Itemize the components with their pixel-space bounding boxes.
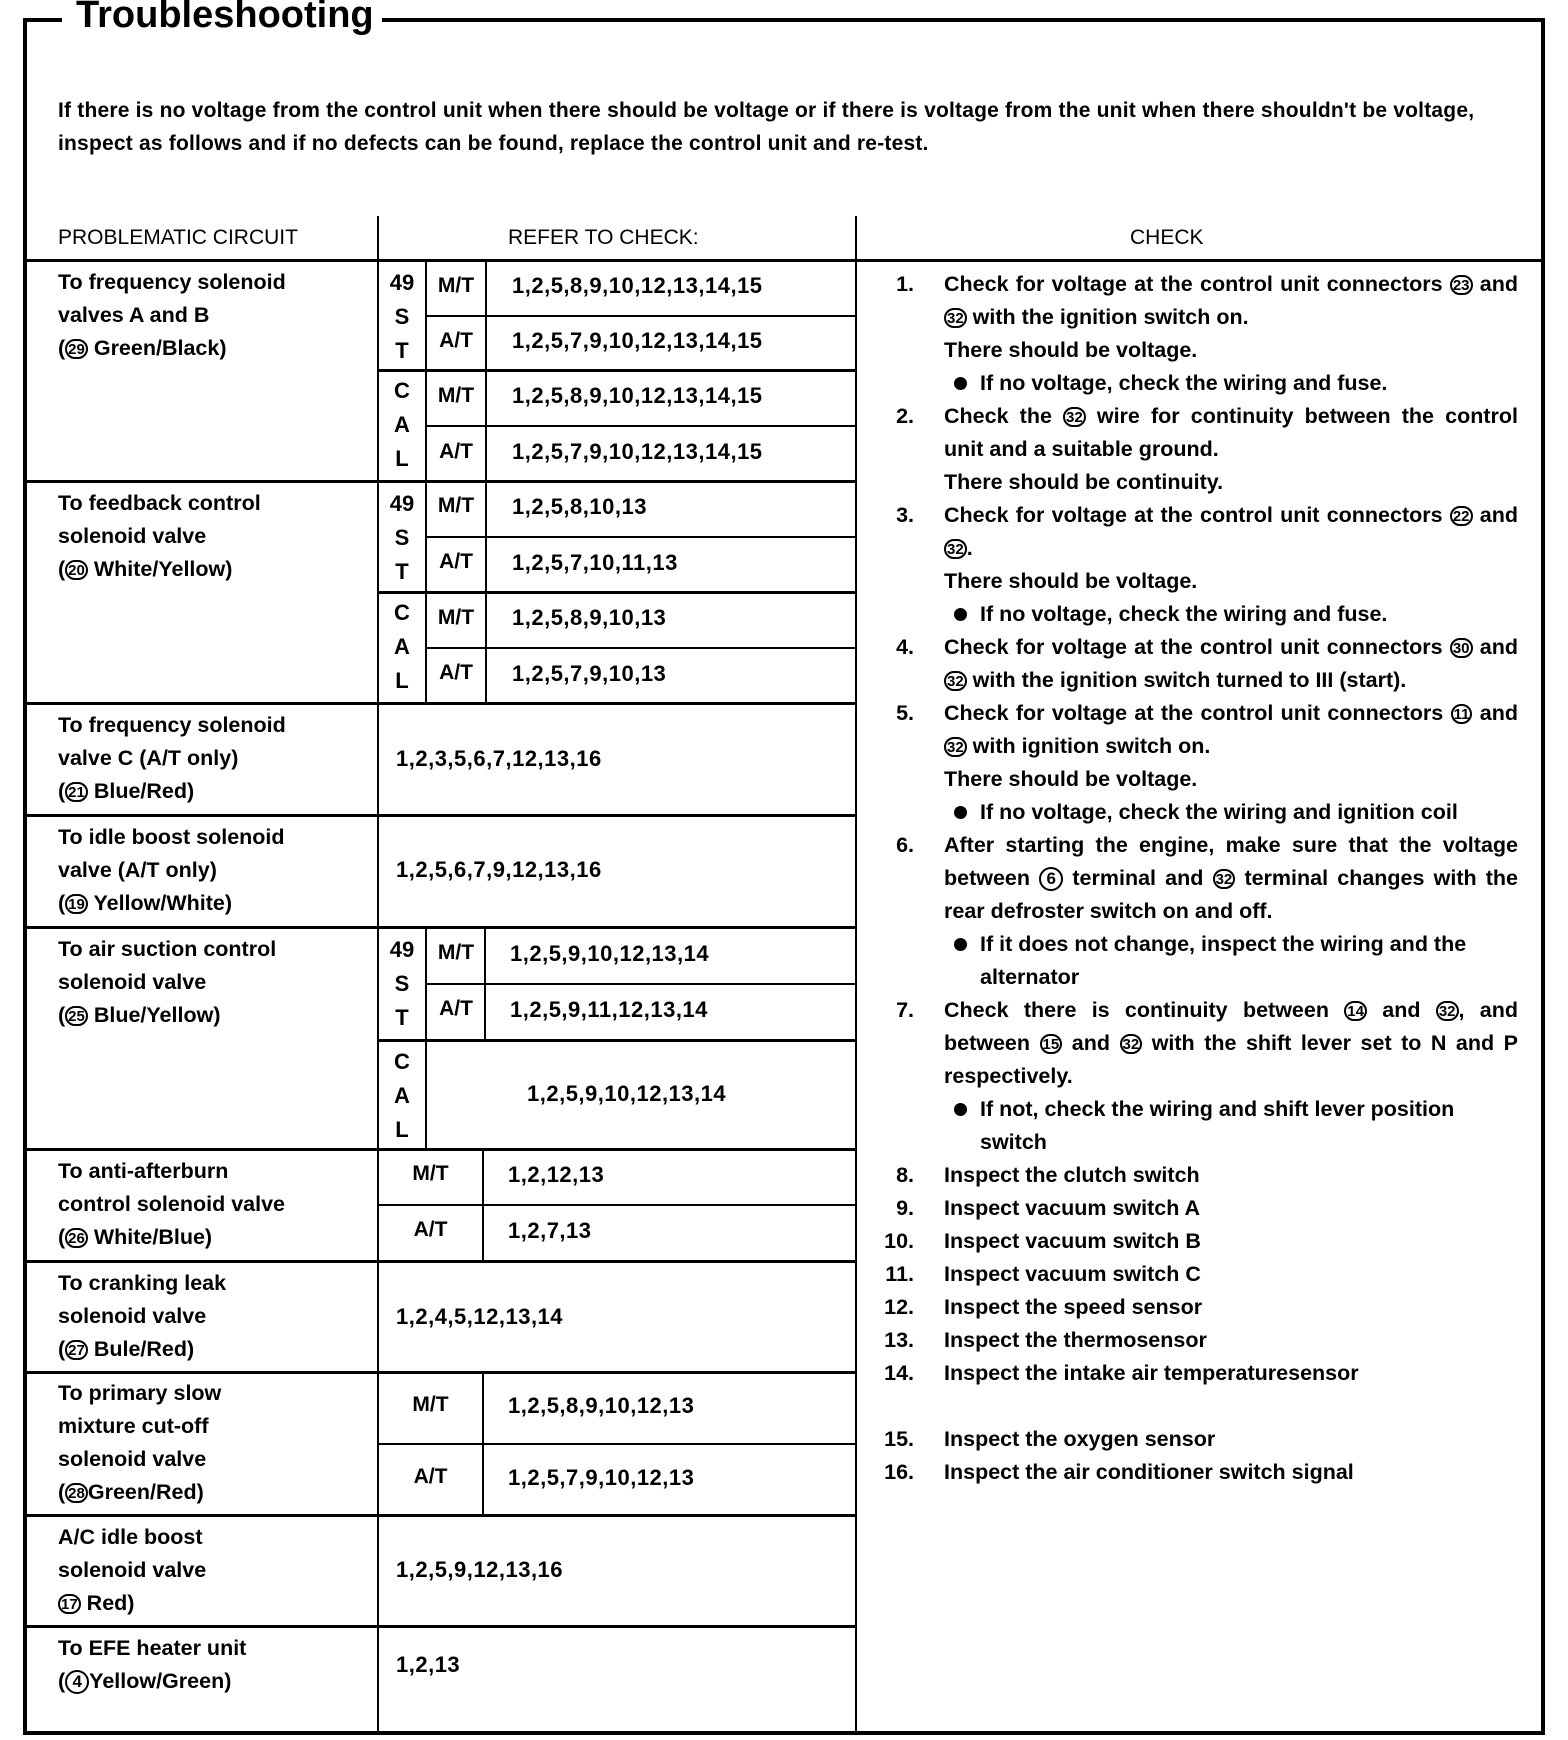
check-number: 1. — [896, 272, 914, 296]
label-char: 49 — [389, 270, 415, 295]
header-refer-to-check: REFER TO CHECK: — [508, 226, 699, 249]
check-text: Inspect the clutch switch — [944, 1163, 1200, 1187]
wire-number-icon: 21 — [65, 782, 88, 802]
circuit-cell — [58, 933, 276, 1032]
label-char: A — [394, 1083, 410, 1108]
connector-number-icon: 15 — [1040, 1034, 1063, 1054]
circuit-line: ( 27 Bule/Red) — [58, 1337, 195, 1361]
check-item-7 — [858, 994, 1518, 1159]
check-number: 5. — [896, 701, 914, 725]
refer-values: 1,2,3,5,6,7,12,13,16 — [396, 746, 602, 771]
row2-sub-rule — [426, 536, 856, 538]
refer-values: 1,2,5,8,9,10,13 — [512, 605, 667, 630]
wire-color: White/Yellow) — [93, 557, 233, 581]
circuit-cell — [58, 1521, 206, 1620]
label-char: S — [394, 525, 410, 550]
circuit-line: To cranking leak — [58, 1271, 227, 1295]
frame-border-top-left — [24, 18, 62, 22]
label-char: S — [394, 304, 410, 329]
wire-number-icon: 26 — [65, 1228, 88, 1248]
refer-values: 1,2,5,8,10,13 — [512, 494, 647, 519]
circuit-line: mixture cut-off — [58, 1414, 209, 1438]
label-char: L — [395, 668, 409, 693]
refer-values: 1,2,5,6,7,9,12,13,16 — [396, 857, 602, 882]
check-number: 14. — [884, 1361, 914, 1385]
circuit-line: control solenoid valve — [58, 1192, 285, 1216]
connector-number-icon: 22 — [1450, 506, 1473, 526]
check-item-10 — [858, 1225, 1518, 1258]
refer-values: 1,2,5,8,9,10,12,13 — [508, 1393, 695, 1418]
refer-values: 1,2,5,7,9,10,12,13,14,15 — [512, 439, 763, 464]
frame-border-left — [23, 18, 27, 1735]
refer-values: 1,2,5,7,10,11,13 — [512, 550, 678, 575]
label-char: C — [394, 378, 410, 403]
check-bullet: If no voltage, check the wiring and ignition coil — [950, 796, 1518, 829]
circuit-line: ( 28 Green/Red) — [58, 1480, 204, 1504]
row6-sub-rule — [378, 1204, 856, 1206]
row8-sub-rule — [378, 1443, 856, 1445]
circuit-cell — [58, 487, 261, 586]
label-char: T — [395, 559, 409, 584]
circuit-line: valve (A/T only) — [58, 858, 217, 882]
col-divider-check — [855, 216, 857, 1733]
check-text: Check for voltage at the control unit connectors 11 and 32 with ignition switch on. There should be voltage. — [944, 701, 1518, 791]
circuit-line: To primary slow — [58, 1381, 222, 1405]
circuit-line: ( 20 White/Yellow) — [58, 557, 233, 581]
check-number: 8. — [896, 1163, 914, 1187]
check-bullet: If no voltage, check the wiring and fuse. — [950, 367, 1518, 400]
page-title: Troubleshooting — [76, 0, 374, 36]
trans-at: A/T — [413, 1218, 448, 1241]
region-label-49st — [379, 933, 425, 1035]
check-number: 4. — [896, 635, 914, 659]
check-item-5 — [858, 697, 1518, 829]
check-bullet: If no voltage, check the wiring and fuse. — [950, 598, 1518, 631]
wire-color: Blue/Red) — [93, 779, 195, 803]
check-number: 15. — [884, 1427, 914, 1451]
row5-sub-rule — [426, 983, 856, 985]
trans-at: A/T — [439, 329, 473, 352]
check-item-9 — [858, 1192, 1518, 1225]
row-rule — [24, 1625, 856, 1628]
trans-mt: M/T — [437, 941, 475, 964]
refer-values: 1,2,12,13 — [508, 1162, 605, 1187]
wire-number-icon: 25 — [65, 1006, 88, 1026]
circuit-line: solenoid valve — [58, 1304, 207, 1328]
circuit-line — [58, 1587, 206, 1620]
check-number: 16. — [884, 1460, 914, 1484]
circuit-cell — [58, 1155, 285, 1254]
wire-number-icon: 28 — [65, 1483, 88, 1503]
check-number: 13. — [884, 1328, 914, 1352]
wire-number-icon: 4 — [65, 1670, 89, 1694]
check-number: 2. — [896, 404, 914, 428]
circuit-line: valves A and B — [58, 303, 210, 327]
connector-number-icon: 32 — [1213, 869, 1236, 889]
region-label-49st — [379, 266, 425, 368]
check-number: 9. — [896, 1196, 914, 1220]
wire-number-icon: 27 — [65, 1340, 88, 1360]
label-char: A — [394, 634, 410, 659]
check-text: Inspect the thermosensor — [944, 1328, 1207, 1352]
label-char: A — [394, 412, 410, 437]
circuit-line: To air suction control — [58, 937, 277, 961]
circuit-cell — [58, 821, 285, 920]
check-item-13 — [858, 1324, 1518, 1357]
wire-color: Green/Red) — [87, 1480, 204, 1504]
check-text: After starting the engine, make sure that the voltage between 6 terminal and 32 terminal changes with the rear defroster switch on and off. — [944, 833, 1519, 923]
header-problematic-circuit: PROBLEMATIC CIRCUIT — [58, 226, 298, 249]
check-text: Inspect the oxygen sensor — [944, 1427, 1216, 1451]
check-text: Check for voltage at the control unit connectors 30 and 32 with the ignition switch turned to III (start). — [944, 635, 1518, 692]
wire-color: Bule/Red) — [93, 1337, 195, 1361]
check-text: Inspect vacuum switch A — [944, 1196, 1201, 1220]
wire-number-icon: 19 — [65, 894, 88, 914]
connector-number-icon: 23 — [1450, 275, 1473, 295]
check-text: Inspect vacuum switch B — [944, 1229, 1201, 1253]
circuit-line: ( 29 Green/Black) — [58, 336, 227, 360]
trans-mt: M/T — [437, 606, 475, 629]
circuit-line: ( 4 Yellow/Green) — [58, 1669, 232, 1693]
trans-at: A/T — [439, 440, 473, 463]
label-char: T — [395, 1005, 409, 1030]
row5-region-rule — [378, 1039, 856, 1042]
check-number: 12. — [884, 1295, 914, 1319]
check-item-15 — [858, 1423, 1518, 1456]
connector-number-icon: 14 — [1344, 1001, 1367, 1021]
trans-mt: M/T — [437, 494, 475, 517]
refer-values: 1,2,4,5,12,13,14 — [396, 1304, 564, 1329]
label-char: L — [395, 446, 409, 471]
trans-at: A/T — [439, 661, 473, 684]
circuit-line: solenoid valve — [58, 1558, 207, 1582]
wire-color: Green/Black) — [93, 336, 227, 360]
check-number: 6. — [896, 833, 914, 857]
check-text: Check for voltage at the control unit connectors 23 and 32 with the ignition switch on. There should be voltage. — [944, 272, 1518, 362]
circuit-line: To frequency solenoid — [58, 713, 286, 737]
frame-border-right — [1541, 18, 1545, 1735]
check-text: Inspect the speed sensor — [944, 1295, 1203, 1319]
row-rule — [24, 926, 856, 929]
check-item-3 — [858, 499, 1518, 631]
connector-number-icon: 30 — [1450, 638, 1473, 658]
check-text: Inspect the intake air temperaturesensor — [944, 1361, 1359, 1385]
trans-at: A/T — [413, 1465, 448, 1488]
row2-sub-rule — [426, 647, 856, 649]
circuit-line: ( 25 Blue/Yellow) — [58, 1003, 221, 1027]
check-text: Inspect the air conditioner switch signal — [944, 1460, 1354, 1484]
wire-number-icon: 20 — [65, 560, 88, 580]
circuit-line: To EFE heater unit — [58, 1636, 247, 1660]
row-rule — [24, 1148, 856, 1151]
check-number: 3. — [896, 503, 914, 527]
circuit-line: solenoid valve — [58, 524, 207, 548]
check-bullet: If not, check the wiring and shift lever position switch — [950, 1093, 1518, 1159]
circuit-cell — [58, 1377, 221, 1509]
check-item-12 — [858, 1291, 1518, 1324]
circuit-line: ( 19 Yellow/White) — [58, 891, 233, 915]
row1-sub-rule — [426, 425, 856, 427]
label-char: L — [395, 1117, 409, 1142]
wire-color: White/Blue) — [93, 1225, 213, 1249]
refer-values: 1,2,5,8,9,10,12,13,14,15 — [512, 383, 763, 408]
circuit-line: To anti-afterburn — [58, 1159, 229, 1183]
circuit-line: To frequency solenoid — [58, 270, 286, 294]
wire-color: Red) — [86, 1591, 135, 1615]
header-rule — [24, 259, 1543, 262]
trans-mt: M/T — [437, 384, 475, 407]
trans-at: A/T — [439, 550, 473, 573]
circuit-cell — [58, 709, 286, 808]
circuit-line: solenoid valve — [58, 1447, 207, 1471]
check-item-16 — [858, 1456, 1518, 1489]
connector-number-icon: 6 — [1039, 867, 1063, 891]
wire-number-icon: 29 — [65, 339, 88, 359]
label-char: T — [395, 338, 409, 363]
row-rule — [24, 1260, 856, 1263]
row-rule — [24, 480, 856, 483]
circuit-line: valve C (A/T only) — [58, 746, 239, 770]
check-list — [858, 268, 1518, 1489]
check-text: Check the 32 wire for continuity between the control unit and a suitable ground. There should be continuity. — [944, 404, 1518, 494]
circuit-line: A/C idle boost — [58, 1525, 203, 1549]
row-rule — [24, 702, 856, 705]
connector-number-icon: 32 — [1436, 1001, 1459, 1021]
circuit-line: ( 21 Blue/Red) — [58, 779, 195, 803]
trans-mt: M/T — [412, 1162, 449, 1185]
check-number: 10. — [884, 1229, 914, 1253]
intro-paragraph: If there is no voltage from the control unit when there should be voltage or if there is voltage from the unit when there shouldn't be voltage, inspect as follows and if no defects can be found, replace the control unit and re-test. — [58, 99, 1475, 155]
label-char: C — [394, 600, 410, 625]
row1-region-rule — [378, 369, 856, 372]
region-label-cal — [379, 1045, 425, 1147]
connector-number-icon: 32 — [1120, 1034, 1143, 1054]
circuit-cell — [58, 1632, 246, 1698]
region-label-cal — [379, 374, 425, 476]
check-text: Inspect vacuum switch C — [944, 1262, 1201, 1286]
wire-color: Yellow/White) — [93, 891, 233, 915]
region-label-cal — [379, 596, 425, 698]
check-item-2 — [858, 400, 1518, 499]
row-rule — [24, 814, 856, 817]
check-item-4 — [858, 631, 1518, 697]
refer-values: 1,2,5,9,11,12,13,14 — [510, 997, 708, 1022]
circuit-line: solenoid valve — [58, 970, 207, 994]
connector-number-icon: 11 — [1451, 704, 1473, 724]
row-rule — [24, 1371, 856, 1374]
refer-values: 1,2,5,9,10,12,13,14 — [510, 941, 710, 966]
row2-region-rule — [378, 591, 856, 594]
refer-values: 1,2,13 — [396, 1652, 461, 1677]
label-char: 49 — [389, 937, 415, 962]
trans-at: A/T — [439, 997, 473, 1020]
refer-values: 1,2,5,8,9,10,12,13,14,15 — [512, 273, 763, 298]
circuit-line: To feedback control — [58, 491, 261, 515]
refer-values: 1,2,7,13 — [508, 1218, 592, 1243]
frame-border-top-right — [382, 18, 1545, 22]
refer-values: 1,2,5,9,10,12,13,14 — [527, 1081, 727, 1106]
check-item-8 — [858, 1159, 1518, 1192]
row-rule — [24, 1514, 856, 1517]
circuit-line: To idle boost solenoid — [58, 825, 285, 849]
connector-number-icon: 32 — [944, 539, 967, 559]
region-label-49st — [379, 487, 425, 589]
circuit-cell — [58, 266, 286, 365]
check-item-11 — [858, 1258, 1518, 1291]
row1-sub-rule — [426, 315, 856, 317]
wire-color: Yellow/Green) — [89, 1669, 232, 1693]
check-bullet: If it does not change, inspect the wiring and the alternator — [950, 928, 1518, 994]
check-item-14 — [858, 1357, 1518, 1390]
frame-border-bottom — [23, 1731, 1545, 1735]
check-text: Check for voltage at the control unit connectors 22 and 32 . There should be voltage. — [944, 503, 1518, 593]
label-char: 49 — [389, 491, 415, 516]
refer-values: 1,2,5,7,9,10,12,13 — [508, 1465, 695, 1490]
circuit-line: ( 26 White/Blue) — [58, 1225, 213, 1249]
label-char: S — [394, 971, 410, 996]
connector-number-icon: 32 — [944, 737, 967, 757]
check-number: 7. — [896, 998, 914, 1022]
header-check: CHECK — [1130, 226, 1204, 249]
wire-number-icon: 17 — [58, 1594, 81, 1614]
connector-number-icon: 32 — [944, 671, 967, 691]
connector-number-icon: 32 — [1063, 407, 1086, 427]
label-char: C — [394, 1049, 410, 1074]
wire-color: Blue/Yellow) — [93, 1003, 221, 1027]
check-number: 11. — [885, 1262, 914, 1286]
refer-values: 1,2,5,7,9,10,12,13,14,15 — [512, 328, 763, 353]
trans-mt: M/T — [412, 1393, 449, 1416]
refer-values: 1,2,5,7,9,10,13 — [512, 661, 667, 686]
circuit-cell — [58, 1267, 226, 1366]
check-text: Check there is continuity between 14 and 32 , and between 15 and 32 with the shift lever set to N and P respectively. — [944, 998, 1519, 1088]
check-item-6 — [858, 829, 1518, 994]
refer-values: 1,2,5,9,12,13,16 — [396, 1557, 564, 1582]
check-item-1 — [858, 268, 1518, 400]
trans-mt: M/T — [437, 274, 475, 297]
connector-number-icon: 32 — [944, 308, 967, 328]
